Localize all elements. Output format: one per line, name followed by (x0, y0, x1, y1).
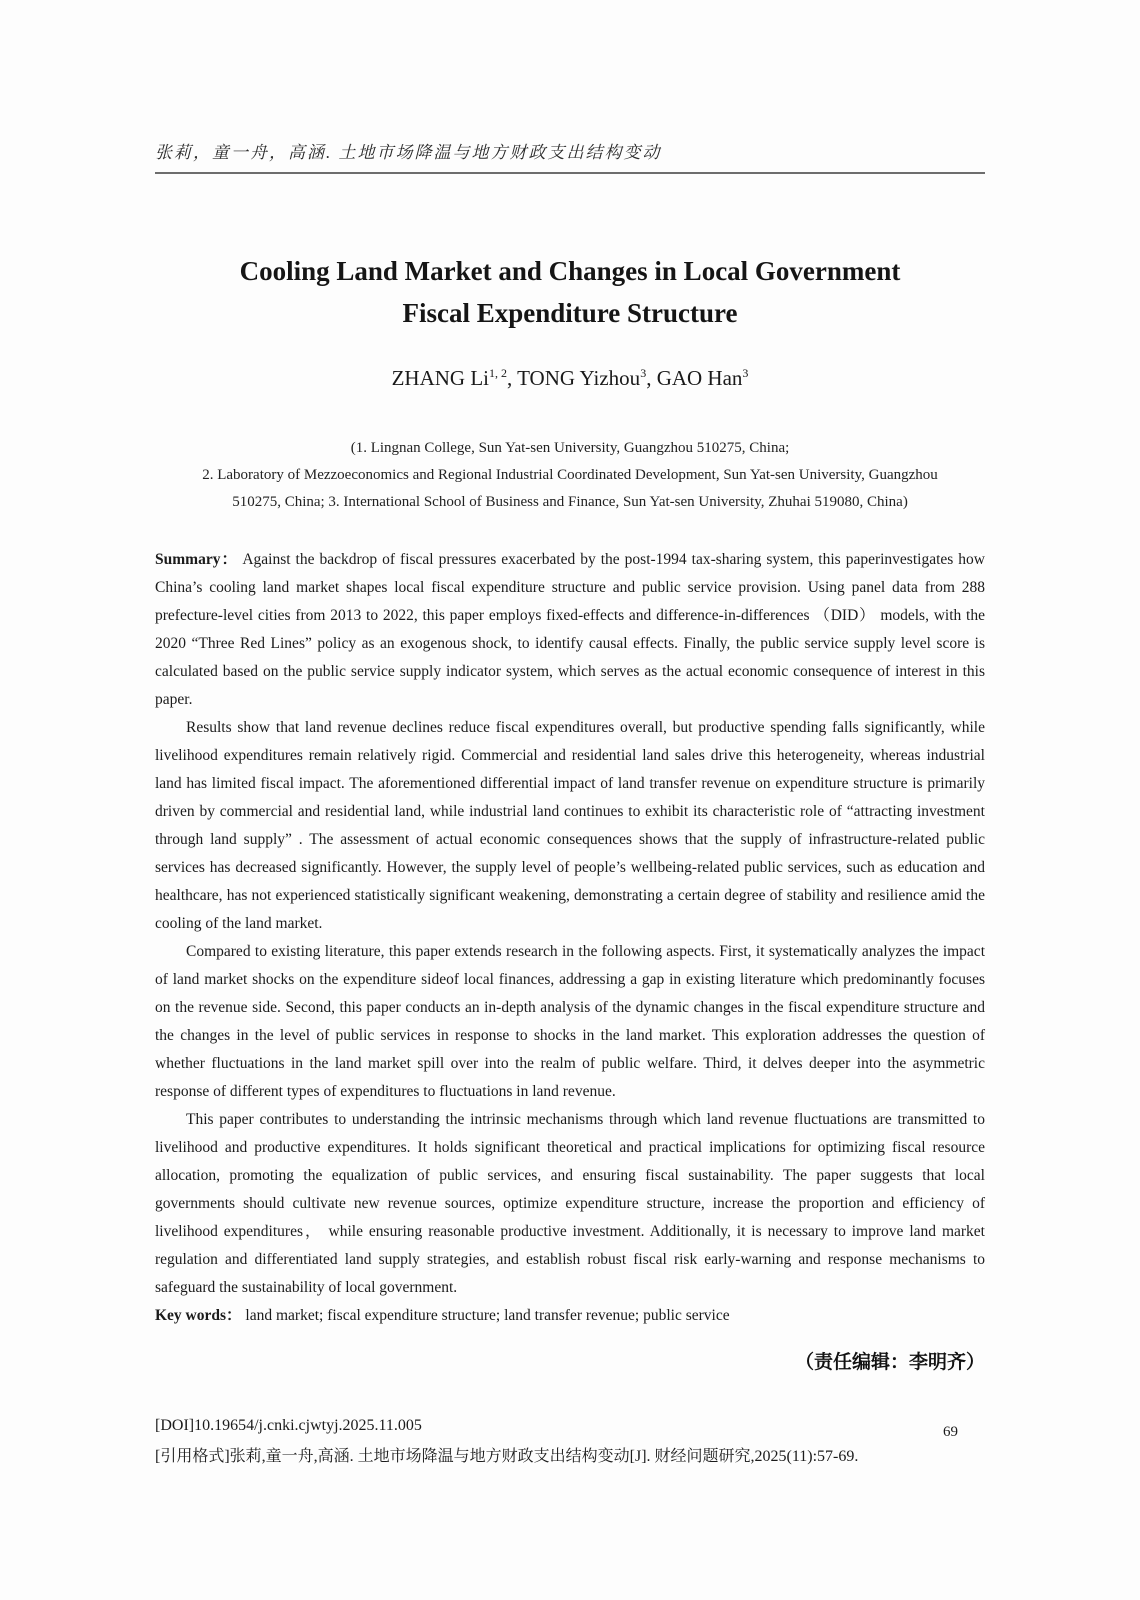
author-separator: , (506, 366, 518, 390)
author-affiliation-superscript: 3 (742, 366, 749, 380)
author-affiliation-superscript: 1, 2 (488, 366, 507, 380)
article-title-line1: Cooling Land Market and Changes in Local Government (239, 256, 901, 286)
abstract-body (155, 546, 985, 1330)
keywords-label: Key words： (155, 1307, 242, 1324)
page-number: 69 (943, 1424, 958, 1440)
author-separator: , (646, 366, 657, 390)
implications-paragraph: This paper contributes to understanding the intrinsic mechanisms through which land revenue fluctuations are transmitted to livelihood and productive expenditures. It holds significant theoretical and practical implications for optimizing fiscal resource allocation, promoting the equalization of public services, and ensuring fiscal sustainability. The paper suggests that local governments should cultivate new revenue sources, optimize expenditure structure, increase the proportion and efficiency of livelihood expenditures， while ensuring reasonable productive investment. Additionally, it is necessary to improve land market regulation and differentiated land supply strategies, and establish robust fiscal risk early-warning and response mechanisms to safeguard the sustainability of local government. (155, 1111, 985, 1296)
summary-text: Against the backdrop of fiscal pressures exacerbated by the post-1994 tax-sharing system, this paperinvestigates how China’s cooling land market shapes local fiscal expenditure structure and public service provision. Using panel data from 288 prefecture-level cities from 2013 to 2022, this paper employs fixed-effects and difference-in-differences （DID） models, with the 2020 “Three Red Lines” policy as an exogenous shock, to identify causal effects. Finally, the public service supply level score is calculated based on the public service supply indicator system, which serves as the actual economic consequence of interest in this paper. (155, 551, 985, 708)
page-content (155, 0, 985, 1472)
article-title-line2: Fiscal Expenditure Structure (402, 298, 738, 328)
responsible-editor-note: （责任编辑：李明齐） (794, 1352, 985, 1373)
running-header (155, 138, 985, 174)
contribution-paragraph: Compared to existing literature, this paper extends research in the following aspects. First, it systematically analyzes the impact of land market shocks on the expenditure sideof local finances, addressing a gap in existing literature which predominantly focuses on the revenue side. Second, this paper conducts an in-depth analysis of the dynamic changes in the fiscal expenditure structure and the changes in the level of public services in response to shocks in the land market. This exploration addresses the question of whether fluctuations in the land market spill over into the realm of public welfare. Third, it delves deeper into the asymmetric response of different types of expenditures to fluctuations in land revenue. (155, 943, 985, 1100)
affiliation-line: 510275, China; 3. International School of Business and Finance, Sun Yat-sen University, Zhuhai 519080, China) (232, 494, 908, 510)
author-name: TONG Yizhou (517, 366, 641, 390)
affiliations-block (155, 435, 985, 516)
citation-line: [引用格式]张莉,童一舟,高涵. 土地市场降温与地方财政支出结构变动[J]. 财经问题研究,2025(11):57-69. (155, 1448, 859, 1465)
article-title (155, 250, 985, 334)
doi-line: [DOI]10.19654/j.cnki.cjwtyj.2025.11.005 (155, 1417, 422, 1434)
author-name: GAO Han (656, 366, 743, 390)
author-name: ZHANG Li (391, 366, 489, 390)
results-paragraph: Results show that land revenue declines reduce fiscal expenditures overall, but productive spending falls significantly, while livelihood expenditures remain relatively rigid. Commercial and residential land sales drive this heterogeneity, whereas industrial land has limited fiscal impact. The aforementioned differential impact of land transfer revenue on expenditure structure is primarily driven by commercial and residential land, while industrial land continues to exhibit its characteristic role of “attracting investment through land supply” . The assessment of actual economic consequences shows that the supply of infrastructure-related public services has decreased significantly. However, the supply level of people’s wellbeing-related public services, such as education and healthcare, has not experienced statistically significant weakening, demonstrating a certain degree of stability and resilience amid the cooling of the land market. (155, 719, 985, 932)
author-affiliation-superscript: 3 (640, 366, 647, 380)
keywords-paragraph (155, 1302, 985, 1330)
authors-line (155, 366, 985, 391)
reference-block (155, 1410, 985, 1472)
summary-label: Summary： (155, 551, 239, 568)
affiliation-line: 2. Laboratory of Mezzoeconomics and Regional Industrial Coordinated Development, Sun Yat-sen University, Guangzhou (202, 467, 938, 483)
keywords-text: land market; fiscal expenditure structure; land transfer revenue; public service (245, 1307, 730, 1324)
affiliation-line: (1. Lingnan College, Sun Yat-sen University, Guangzhou 510275, China; (350, 440, 790, 456)
summary-paragraph (155, 546, 985, 714)
running-header-text: 张莉，童一舟，高涵. 土地市场降温与地方财政支出结构变动 (155, 143, 662, 162)
